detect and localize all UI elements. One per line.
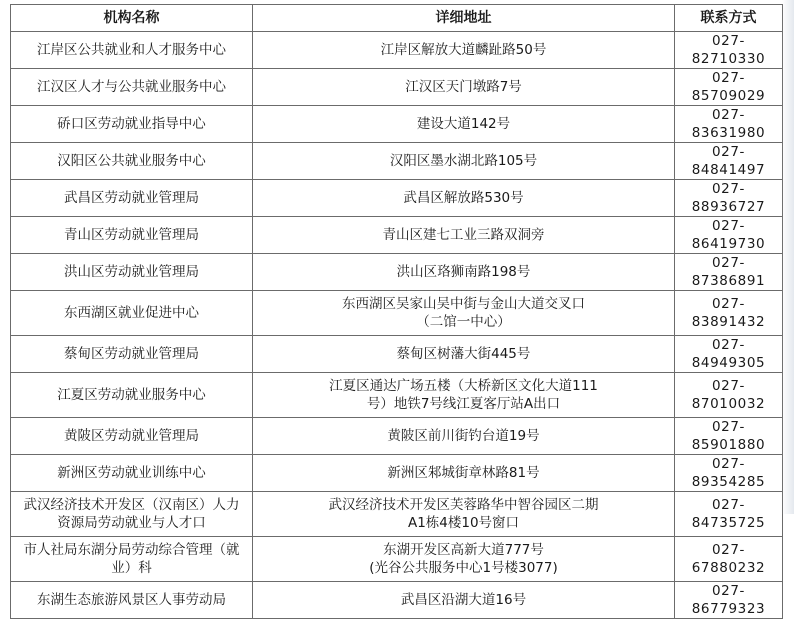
phone-cell: 027-83631980 [675, 106, 783, 143]
header-row [11, 5, 783, 32]
phone-cell: 027-87010032 [675, 373, 783, 418]
agency-name-cell: 硚口区劳动就业指导中心 [11, 106, 253, 143]
table-row [11, 143, 783, 180]
address-cell: 汉阳区墨水湖北路105号 [253, 143, 675, 180]
phone-cell: 027-84841497 [675, 143, 783, 180]
phone-cell: 027-86419730 [675, 217, 783, 254]
table-row [11, 69, 783, 106]
table-row [11, 32, 783, 69]
table-row [11, 217, 783, 254]
agency-name-cell: 汉阳区公共就业服务中心 [11, 143, 253, 180]
agency-name-cell: 蔡甸区劳动就业管理局 [11, 336, 253, 373]
address-cell: 东西湖区吴家山吴中街与金山大道交叉口 （二馆一中心） [253, 291, 675, 336]
table-body [11, 32, 783, 619]
phone-cell: 027-89354285 [675, 455, 783, 492]
table-row [11, 418, 783, 455]
table-row [11, 537, 783, 582]
phone-cell: 027-85709029 [675, 69, 783, 106]
address-cell: 蔡甸区树藩大街445号 [253, 336, 675, 373]
table-row [11, 291, 783, 336]
phone-cell: 027-86779323 [675, 582, 783, 619]
table-row [11, 455, 783, 492]
phone-cell: 027-84735725 [675, 492, 783, 537]
header-agency-name: 机构名称 [11, 5, 253, 32]
table-row [11, 336, 783, 373]
header-address: 详细地址 [253, 5, 675, 32]
phone-cell: 027-82710330 [675, 32, 783, 69]
agency-name-cell: 江夏区劳动就业服务中心 [11, 373, 253, 418]
address-cell: 洪山区珞狮南路198号 [253, 254, 675, 291]
address-cell: 江汉区天门墩路7号 [253, 69, 675, 106]
phone-cell: 027-85901880 [675, 418, 783, 455]
address-cell: 武昌区沿湖大道16号 [253, 582, 675, 619]
agency-directory-table [10, 4, 783, 619]
phone-cell: 027-87386891 [675, 254, 783, 291]
agency-name-cell: 黄陂区劳动就业管理局 [11, 418, 253, 455]
agency-name-cell: 武昌区劳动就业管理局 [11, 180, 253, 217]
agency-name-cell: 江汉区人才与公共就业服务中心 [11, 69, 253, 106]
address-cell: 黄陂区前川街钓台道19号 [253, 418, 675, 455]
table-row [11, 254, 783, 291]
address-cell: 武汉经济技术开发区芙蓉路华中智谷园区二期 A1栋4楼10号窗口 [253, 492, 675, 537]
table-row [11, 180, 783, 217]
table-row [11, 492, 783, 537]
address-cell: 江岸区解放大道麟趾路50号 [253, 32, 675, 69]
agency-name-cell: 东湖生态旅游风景区人事劳动局 [11, 582, 253, 619]
agency-name-cell: 洪山区劳动就业管理局 [11, 254, 253, 291]
agency-name-cell: 青山区劳动就业管理局 [11, 217, 253, 254]
agency-name-cell: 江岸区公共就业和人才服务中心 [11, 32, 253, 69]
table-row [11, 106, 783, 143]
agency-name-cell: 新洲区劳动就业训练中心 [11, 455, 253, 492]
address-cell: 武昌区解放路530号 [253, 180, 675, 217]
address-cell: 青山区建七工业三路双洞旁 [253, 217, 675, 254]
phone-cell: 027-67880232 [675, 537, 783, 582]
page-edge-shadow [782, 0, 794, 514]
table-header [11, 5, 783, 32]
address-cell: 东湖开发区高新大道777号 (光谷公共服务中心1号楼3077) [253, 537, 675, 582]
table-row [11, 373, 783, 418]
agency-name-cell: 东西湖区就业促进中心 [11, 291, 253, 336]
address-cell: 建设大道142号 [253, 106, 675, 143]
agency-name-cell: 武汉经济技术开发区（汉南区）人力 资源局劳动就业与人才口 [11, 492, 253, 537]
address-cell: 新洲区邾城街章林路81号 [253, 455, 675, 492]
table-row [11, 582, 783, 619]
phone-cell: 027-83891432 [675, 291, 783, 336]
phone-cell: 027-88936727 [675, 180, 783, 217]
header-contact: 联系方式 [675, 5, 783, 32]
agency-name-cell: 市人社局东湖分局劳动综合管理（就 业）科 [11, 537, 253, 582]
phone-cell: 027-84949305 [675, 336, 783, 373]
address-cell: 江夏区通达广场五楼（大桥新区文化大道111 号）地铁7号线江夏客厅站A出口 [253, 373, 675, 418]
